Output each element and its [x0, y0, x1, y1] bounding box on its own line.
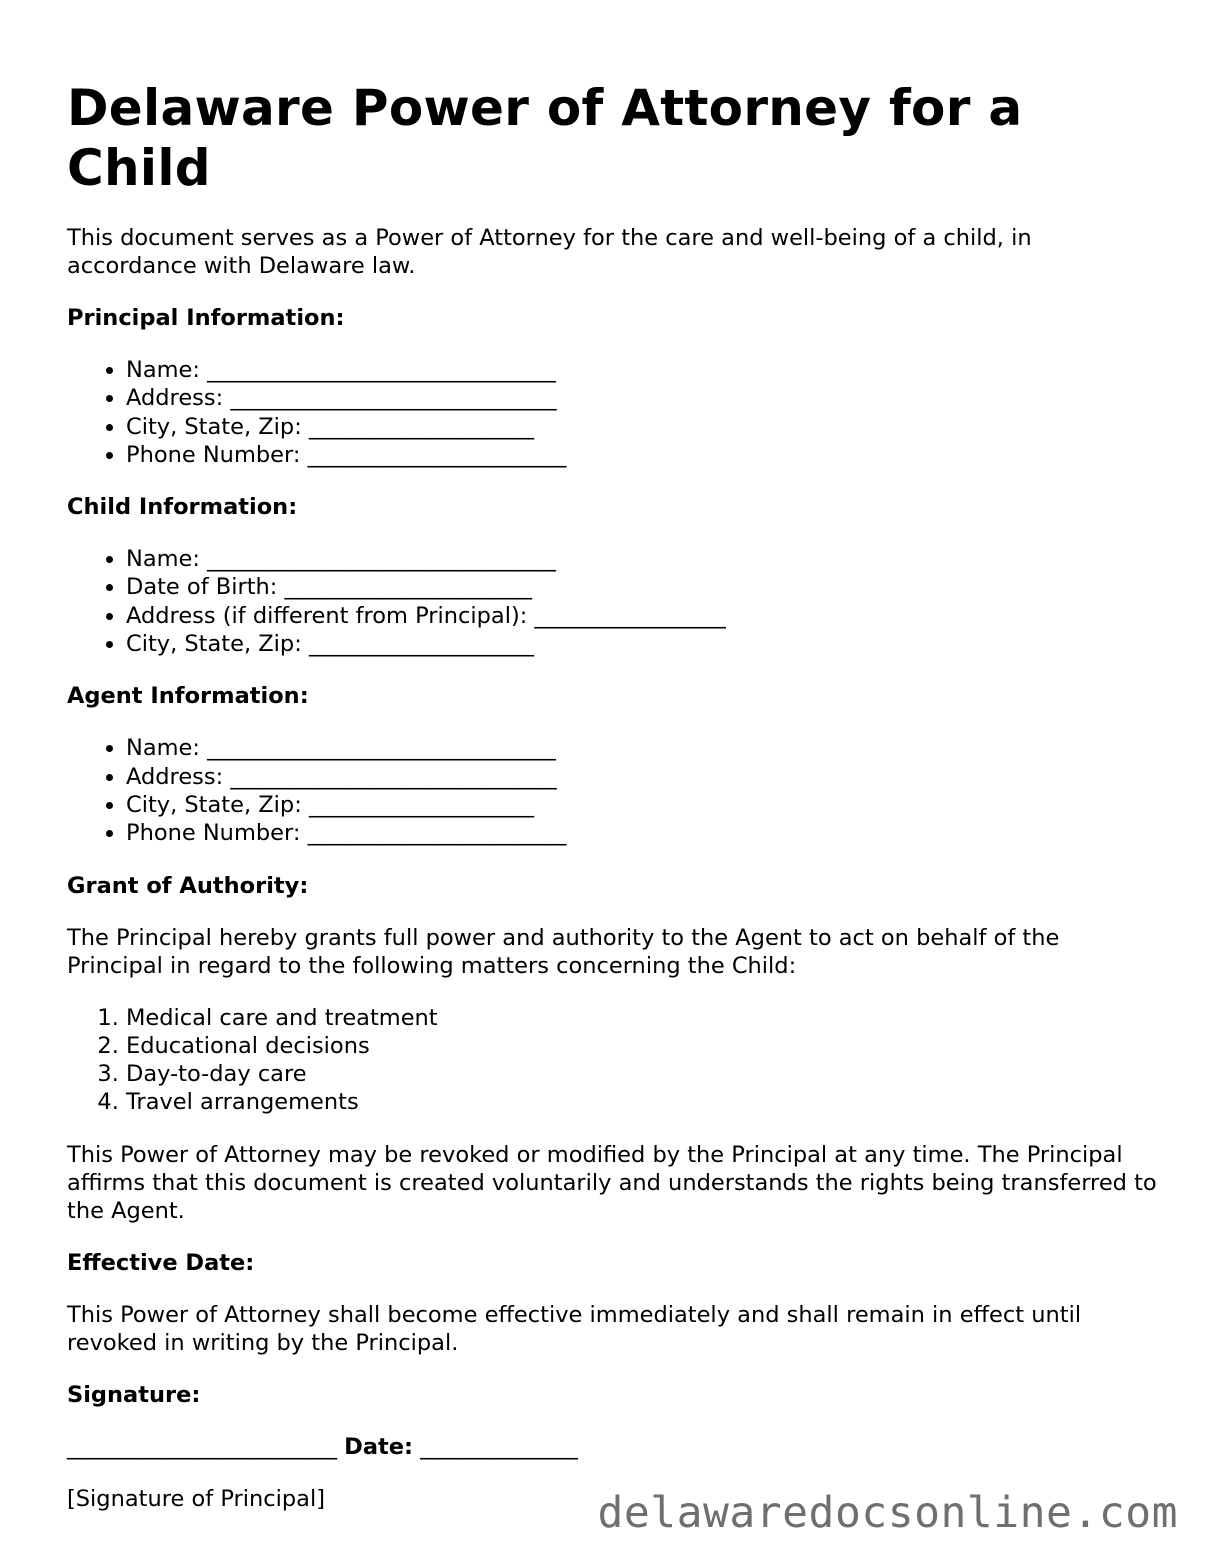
principal-name-field: • Name: _______________________________ [126, 356, 1157, 384]
principal-address-field: • Address: _____________________________ [126, 384, 1157, 412]
child-name-field: • Name: _______________________________ [126, 545, 1157, 573]
document-title: Delaware Power of Attorney for a Child [67, 79, 1023, 197]
revocation-paragraph: This Power of Attorney may be revoked or modified by the Principal at any time. The Principal affirms that this document is created voluntarily and understands the rights being transferred to the Agent. [67, 1141, 1157, 1224]
effective-paragraph: This Power of Attorney shall become effective immediately and shall remain in effect until revoked in writing by the Principal. [67, 1301, 1082, 1356]
grant-heading: Grant of Authority: [67, 872, 309, 899]
date-line: ______________ [420, 1433, 578, 1460]
agent-heading: Agent Information: [67, 683, 309, 710]
agent-list [67, 734, 1157, 847]
intro-paragraph: This document serves as a Power of Attorney for the care and well-being of a child, in accordance with Delaware law. [67, 225, 1032, 279]
matter-item: 1. Medical care and treatment [126, 1004, 1157, 1032]
signature-row [67, 1433, 1157, 1461]
agent-phone-field: • Phone Number: _______________________ [126, 819, 1157, 847]
principal-heading: Principal Information: [67, 305, 345, 331]
child-city-field: • City, State, Zip: ____________________ [126, 630, 1157, 658]
grant-paragraph: The Principal hereby grants full power and authority to the Agent to act on behalf of the Principal in regard to the following matters concerning the Child: [67, 924, 1060, 979]
signature-heading: Signature: [67, 1381, 201, 1408]
matter-item: 4. Travel arrangements [126, 1088, 1157, 1116]
child-heading: Child Information: [67, 494, 298, 521]
date-label: Date: [344, 1433, 414, 1460]
agent-city-field: • City, State, Zip: ____________________ [126, 791, 1157, 819]
watermark: delawaredocsonline.com [597, 1488, 1178, 1538]
child-address-field: • Address (if different from Principal): _________________ [126, 602, 1157, 630]
principal-list [67, 356, 1157, 469]
agent-address-field: • Address: _____________________________ [126, 763, 1157, 791]
principal-phone-field: • Phone Number: _______________________ [126, 441, 1157, 469]
child-list [67, 545, 1157, 658]
signature-caption: [Signature of Principal] [67, 1485, 325, 1512]
matter-item: 3. Day-to-day care [126, 1060, 1157, 1088]
child-dob-field: • Date of Birth: ______________________ [126, 573, 1157, 601]
effective-heading: Effective Date: [67, 1249, 255, 1276]
document-page [67, 78, 1157, 1537]
matters-list [67, 1004, 1157, 1117]
matter-item: 2. Educational decisions [126, 1032, 1157, 1060]
agent-name-field: • Name: _______________________________ [126, 734, 1157, 762]
signature-line: ________________________ [67, 1433, 337, 1460]
principal-city-field: • City, State, Zip: ____________________ [126, 413, 1157, 441]
